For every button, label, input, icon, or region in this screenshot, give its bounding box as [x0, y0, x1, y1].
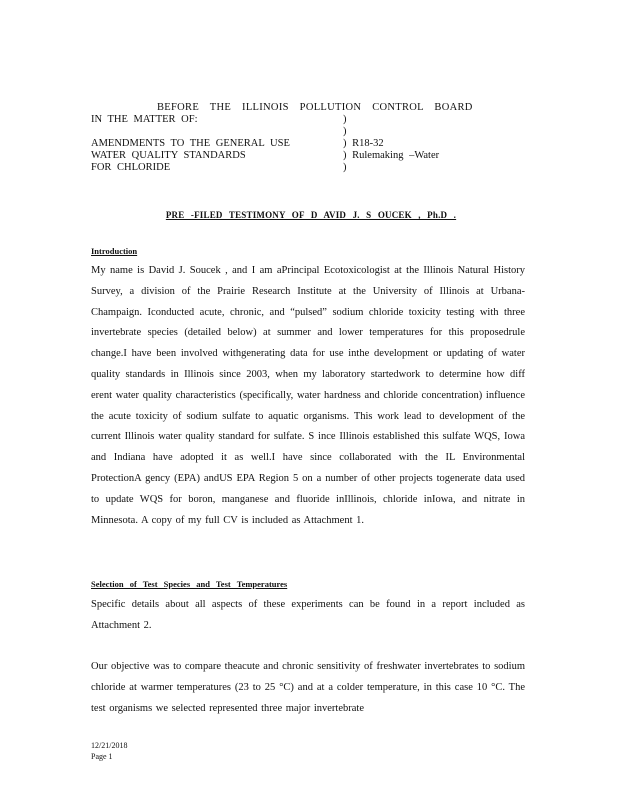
caption-row [91, 138, 531, 150]
caption-row [91, 162, 531, 174]
testimony-title: PRE -FILED TESTIMONY OF D AVID J. S OUCEK , Ph.D . [165, 210, 457, 220]
selection-heading: Selection of Test Species and Test Temperatures [91, 579, 288, 589]
board-title: BEFORE THE ILLINOIS POLLUTION CONTROL BOARD [157, 102, 473, 113]
introduction-paragraph: My name is David J. Soucek , and I am aPrincipal Ecotoxicologist at the Illinois Natural History Survey, a division of the Prairie Research Institute at the University of Illinois at Urbana- Champaign. Iconducted acute, chronic, and “pulsed” sodium chloride toxicity testing with three invertebrate species (detailed below) at summer and lower temperatures for this proposedrule change.I have been involved withgenerating data for use inthe development or updating of water quality standards in Illinois since 2003, when my laboratory startedwork to determine how diff erent water quality characteristics (specifically, water hardness and chloride concentration) influence the acute toxicity of sodium sulfate to aquatic organisms. This work lead to development of the current Illinois water quality standard for sulfate. S ince Illinois established this sulfate WQS, Iowa and Indiana have adopted it as well.I have since collaborated with the IL Environmental ProtectionA gency (EPA) andUS EPA Region 5 on a number of other projects togenerate data used to update WQS for boron, manganese and fluoride inIllinois, chloride inIowa, and nitrate in Minnesota. A copy of my full CV is included as Attachment 1. [91, 265, 525, 526]
specific-details-paragraph: Specific details about all aspects of these experiments can be found in a report included as Attachment 2. [91, 599, 525, 631]
case-caption [91, 102, 531, 174]
caption-row [91, 114, 531, 126]
page-number: Page 1 [91, 752, 113, 761]
docket-number: ) R18-32 [343, 138, 384, 149]
caption-bracket: ) [343, 126, 347, 137]
caption-row [91, 150, 531, 162]
page-footer [91, 740, 127, 762]
objective-paragraph: Our objective was to compare theacute and chronic sensitivity of freshwater invertebrates to sodium chloride at warmer temperatures (23 to 25 °C) and at a colder temperature, in this case 10 °C. The test organisms we selected represented three major invertebrate [91, 661, 525, 714]
amendments-label: AMENDMENTS TO THE GENERAL USE [91, 138, 290, 149]
caption-bracket: ) [343, 162, 347, 173]
caption-bracket: ) [343, 114, 347, 125]
caption-row [91, 126, 531, 138]
footer-date: 12/21/2018 [91, 741, 128, 750]
rulemaking-label: ) Rulemaking –Water [343, 150, 440, 161]
matter-label: IN THE MATTER OF: [91, 114, 198, 125]
chloride-label: FOR CHLORIDE [91, 162, 171, 173]
standards-label: WATER QUALITY STANDARDS [91, 150, 246, 161]
introduction-heading: Introduction [91, 246, 138, 256]
